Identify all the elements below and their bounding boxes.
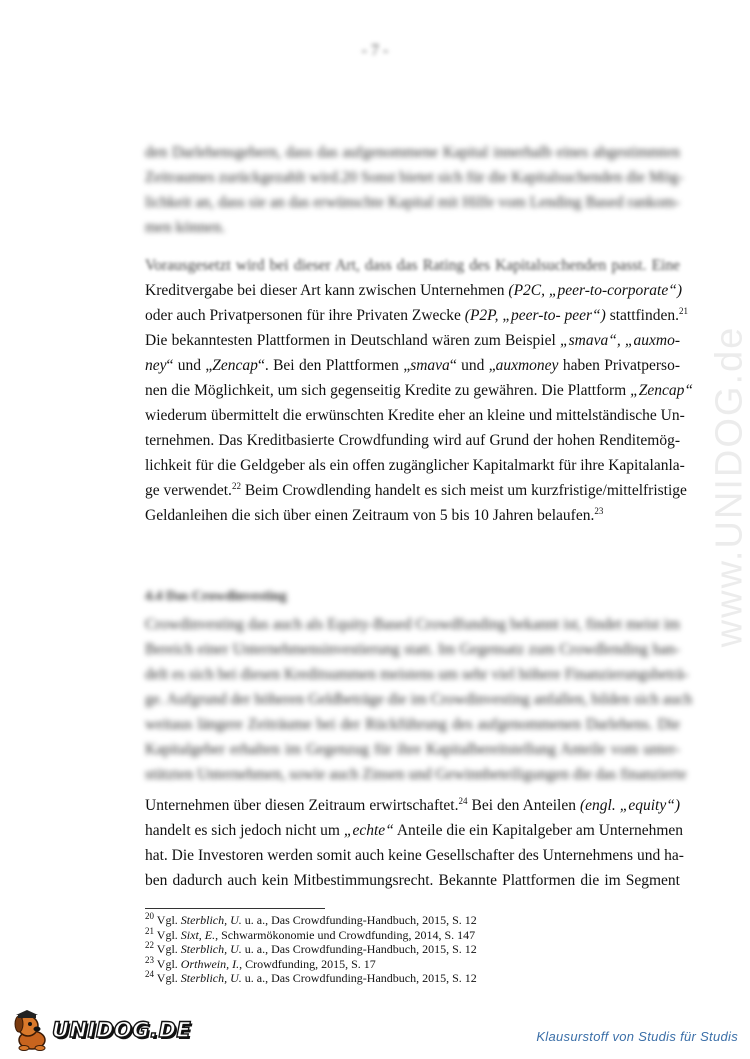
text-line: Die bekanntesten Plattformen in Deutschland wären zum Beispiel „smava“, „auxmo- [145, 332, 680, 349]
footnote: $^{20}$ Vgl. Sterblich, U. u. a., Das Crowdfunding-Handbuch, 2015, S. 12 [145, 911, 477, 927]
footnote: $^{24}$ Vgl. Sterblich, U. u. a., Das Crowdfunding-Handbuch, 2015, S. 12 [145, 969, 477, 985]
text-line: nen die Möglichkeit, um sich gegenseitig Kredite zu gewähren. Die Plattform „Zencap“ [145, 382, 693, 399]
text-line: oder auch Privatpersonen für ihre Privaten Zwecke (P2P, „peer-to- peer“) stattfinden.$^{21}$ [145, 305, 688, 324]
dog-mascot-icon [10, 1010, 54, 1052]
text-line: ney“ und „Zencap“. Bei den Plattformen „smava“ und „auxmoney haben Privatperso- [145, 357, 680, 374]
logo-text: UNIDOG.DE [52, 1018, 192, 1042]
text-line: lichkeit an, dass sie an das erwünschte Kapital mit Hilfe vom Lending Based rankom- [145, 194, 680, 211]
text-line: weitaus längere Zeiträume bei der Rückführung des aufgenommenen Darlehens. Die [145, 716, 680, 733]
watermark [705, 265, 750, 725]
text-line: Kreditvergabe bei dieser Art kann zwischen Unternehmen (P2C, „peer-to-corporate“) [145, 282, 683, 299]
paragraph-crowdinvesting [145, 793, 684, 893]
text-line: lichkeit für die Geldgeber als ein offen zugänglicher Kapitalmarkt für ihre Kapitalanla- [145, 457, 685, 474]
text-line: ben dadurch auch kein Mitbestimmungsrecht. Bekannte Plattformen die im Segment [145, 872, 680, 889]
tagline: Klausurstoff von Studis für Studis [536, 1029, 738, 1044]
footnote: $^{21}$ Vgl. Sixt, E., Schwarmökonomie und Crowdfunding, 2014, S. 147 [145, 925, 476, 942]
watermark-text: www.UNIDOG.de [708, 325, 750, 648]
footnote-divider [145, 908, 325, 909]
text-line: Bereich einer Unternehmensinvestierung statt. Im Gegensatz zum Crowdlending han- [145, 641, 680, 658]
text-line: men können. [145, 219, 226, 236]
text-line: ternehmen. Das Kreditbasierte Crowdfunding wird auf Grund der hohen Renditemög- [145, 432, 680, 449]
text-line: Unternehmen über diesen Zeitraum erwirtschaftet.$^{24}$ Bei den Anteilen (engl. „equity“) [145, 795, 681, 814]
paragraph-crowdlending [145, 253, 693, 528]
text-line: stützten Unternehmen, sowie auch Zinsen und Gewinnbeteiligungen die das finanzierte [145, 766, 687, 783]
text-line: ge verwendet.$^{22}$ Beim Crowdlending handelt es sich meist um kurzfristige/mittelfristige [145, 480, 687, 499]
text-line: handelt es sich jedoch nicht um „echte“ Anteile die ein Kapitalgeber am Unternehmen [145, 822, 684, 839]
text-line: Vorausgesetzt wird bei dieser Art, dass das Rating des Kapitalsuchenden passt. Eine [145, 257, 680, 274]
text-line: Geldanleihen die sich über einen Zeitraum von 5 bis 10 Jahren belaufen.$^{23}$ [145, 505, 604, 524]
text-line: Zeitraumes zurückgezahlt wird.20 Sonst bietet sich für die Kapitalsuchenden die Mög- [145, 169, 684, 186]
text-line: ge. Aufgrund der höheren Geldbeträge die im Crowdinvesting anfallen, bilden sich auch [145, 691, 693, 708]
footnotes [145, 913, 477, 986]
page-number: - 7 - [361, 42, 389, 59]
section-heading: 4.4 Das Crowdinvesting [145, 589, 287, 604]
paragraph-top-blurred [145, 140, 684, 240]
text-line: Crowdinvesting das auch als Equity-Based Crowdfunding bekannt ist, findet meist im [145, 616, 680, 633]
text-line: wiederum übermittelt die erwünschten Kredite eher an kleine und mittelständische Un- [145, 407, 685, 424]
footnote: $^{23}$ Vgl. Orthwein, I., Crowdfunding, 2015, S. 17 [145, 954, 376, 971]
text-line: delt es sich bei diesen Kreditsummen meistens um sehr viel höhere Finanzierungsbeträ- [145, 666, 689, 683]
text-line: Kapitalgeber erhalten im Gegenzug für ihre Kapitalbereitstellung Anteile vom unter- [145, 741, 680, 758]
unidog-logo[interactable] [10, 1010, 192, 1052]
footnote: $^{22}$ Vgl. Sterblich, U. u. a., Das Crowdfunding-Handbuch, 2015, S. 12 [145, 940, 477, 956]
paragraph-invest-blurred [145, 612, 693, 787]
text-line: hat. Die Investoren werden somit auch keine Gesellschafter des Unternehmens und ha- [145, 847, 684, 864]
text-line: den Darlehensgebern, dass das aufgenommene Kapital innerhalb eines abgestimmten [145, 144, 680, 161]
